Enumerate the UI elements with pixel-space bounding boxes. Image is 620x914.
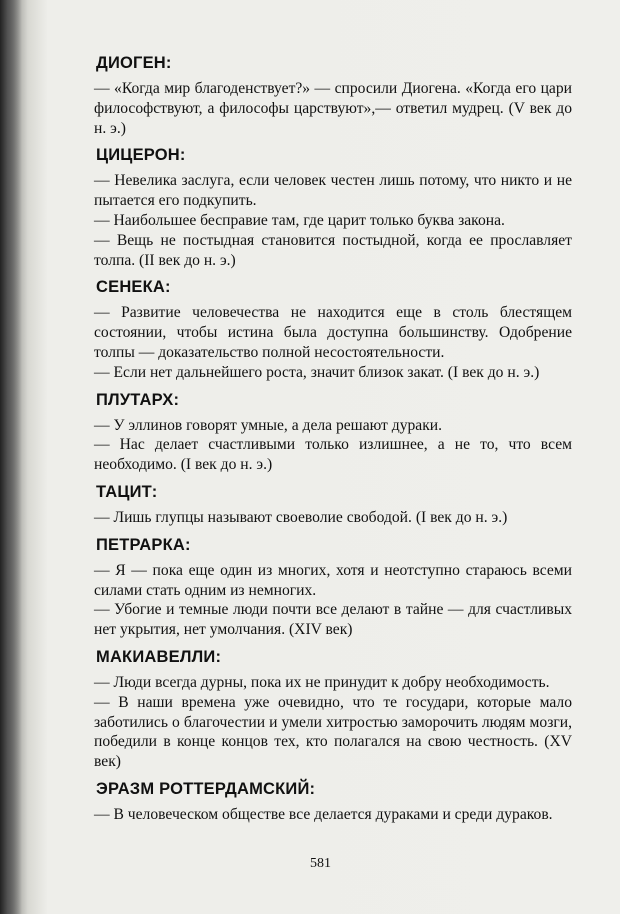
page-number: 581 <box>310 856 331 871</box>
section-heading: ДИОГЕН: <box>96 54 172 72</box>
quote-paragraph: — Убогие и темные люди почти все делают в тайне — для счастливых нет укрытия, нет умолчания. (XIV век) <box>94 601 572 639</box>
quote-paragraph: — Наибольшее бесправие там, где царит только буква закона. <box>94 211 505 229</box>
quote-paragraph: — Я — пока еще один из многих, хотя и неотступно стараюсь всеми силами стать одним из немногих. <box>94 561 572 599</box>
quote-paragraph: — Вещь не постыдная становится постыдной, когда ее прославляет толпа. (II век до н. э.) <box>94 231 572 269</box>
section-tacitus <box>94 482 572 528</box>
quote-paragraph: — Люди всегда дурны, пока их не принудит к добру необходимость. <box>94 673 550 691</box>
section-seneca <box>94 277 572 382</box>
section-cicero <box>94 145 572 270</box>
section-heading: ЭРАЗМ РОТТЕРДАМСКИЙ: <box>96 779 316 798</box>
section-heading: ПЕТРАРКА: <box>96 535 191 554</box>
quote-paragraph: — Если нет дальнейшего роста, значит близок закат. (I век до н. э.) <box>94 363 540 381</box>
section-erasmus <box>94 779 572 825</box>
quote-paragraph: — У эллинов говорят умные, а дела решают дураки. <box>94 416 443 434</box>
spine-shadow <box>0 0 22 914</box>
quote-paragraph: — В наши времена уже очевидно, что те государи, которые мало заботились о благочестии и умели хитростью заморочить людям мозги, победили в конце концов тех, кто полагался на свою честность. (XV век) <box>94 693 572 771</box>
section-heading: МАКИАВЕЛЛИ: <box>96 647 222 666</box>
quote-paragraph: — Невелика заслуга, если человек честен лишь потому, что никто и не пытается его подкупить. <box>94 172 572 210</box>
quote-paragraph: — Развитие человечества не находится еще в столь блестящем состоянии, чтобы истина была доступна большинству. Одобрение толпы — доказательство полной несостоятельности. <box>94 304 572 361</box>
section-heading: СЕНЕКА: <box>96 278 171 297</box>
quote-paragraph: — Нас делает счастливыми только излишнее, а не то, что всем необходимо. (I век до н. э.) <box>94 436 572 474</box>
quote-paragraph: — «Когда мир благоденствует?» — спросили Диогена. «Когда его цари философствуют, а философы царствуют»,— ответил мудрец. (V век до н. э.) <box>94 80 572 137</box>
section-heading: ТАЦИТ: <box>96 482 158 501</box>
section-heading: ЦИЦЕРОН: <box>96 146 186 165</box>
section-diogenes <box>94 53 572 138</box>
section-machiavelli <box>94 647 572 772</box>
section-heading: ПЛУТАРХ: <box>96 390 180 409</box>
page-content <box>94 46 572 825</box>
section-plutarch <box>94 390 572 475</box>
section-petrarch <box>94 535 572 640</box>
quote-paragraph: — Лишь глупцы называют своеволие свободой. (I век до н. э.) <box>94 508 508 526</box>
quote-paragraph: — В человеческом обществе все делается дураками и среди дураков. <box>94 805 553 823</box>
